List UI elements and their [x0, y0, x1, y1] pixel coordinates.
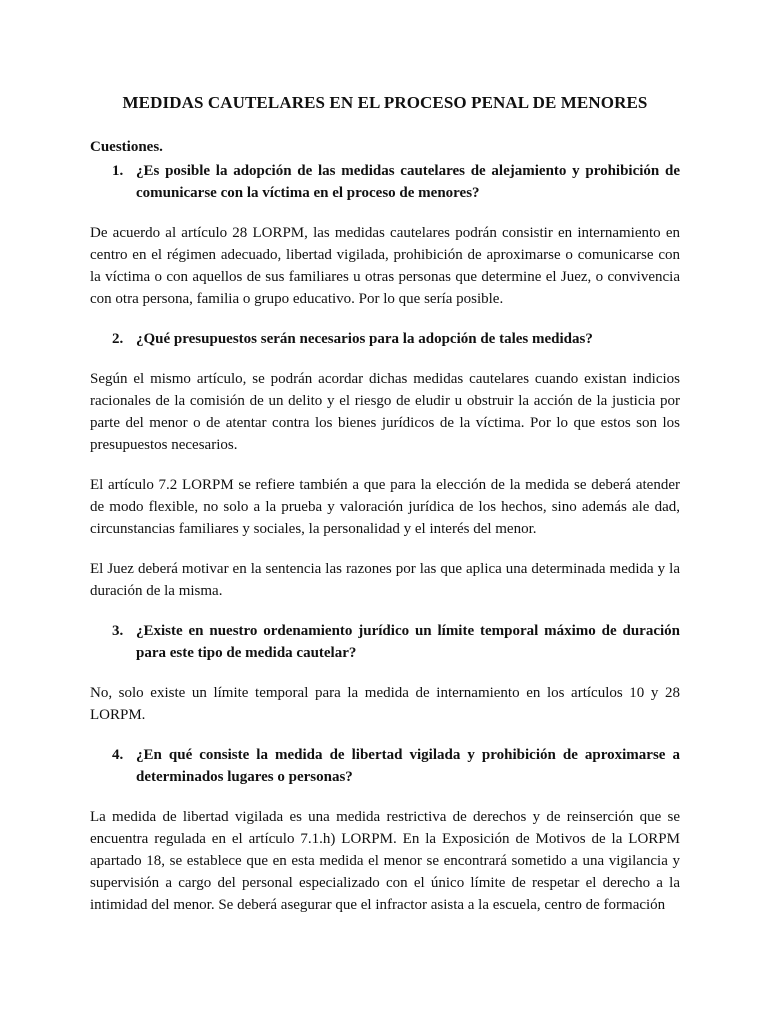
answer-3-paragraph: No, solo existe un límite temporal para la medida de internamiento en los artículos 10 y 28 LORPM. [90, 685, 680, 723]
question-1-text: ¿Es posible la adopción de las medidas cautelares de alejamiento y prohibición de comunicarse con la víctima en el proceso de menores? [136, 163, 680, 201]
answer-2-paragraph-3: El Juez deberá motivar en la sentencia las razones por las que aplica una determinada medida y la duración de la misma. [90, 561, 680, 599]
section-heading: Cuestiones. [90, 139, 163, 155]
question-3 [90, 620, 680, 664]
question-2-text: ¿Qué presupuestos serán necesarios para la adopción de tales medidas? [136, 331, 593, 347]
question-1-number: 1. [112, 163, 124, 179]
document-title: MEDIDAS CAUTELARES EN EL PROCESO PENAL DE MENORES [122, 93, 648, 112]
question-4-text: ¿En qué consiste la medida de libertad vigilada y prohibición de aproximarse a determinados lugares o personas? [136, 747, 680, 785]
question-4 [90, 744, 680, 788]
question-3-text: ¿Existe en nuestro ordenamiento jurídico un límite temporal máximo de duración para este tipo de medida cautelar? [136, 623, 680, 661]
question-3-number: 3. [112, 623, 124, 639]
answer-4-paragraph: La medida de libertad vigilada es una medida restrictiva de derechos y de reinserción que se encuentra regulada en el artículo 7.1.h) LORPM. En la Exposición de Motivos de la LORPM apartado 18, se establece que en esta medida el menor se encontrará sometido a una vigilancia y supervisión a cargo del personal especializado con el único límite de respetar el derecho a la intimidad del menor. Se deberá asegurar que el infractor asista a la escuela, centro de formación [90, 809, 680, 913]
question-2-number: 2. [112, 331, 124, 347]
answer-1-paragraph: De acuerdo al artículo 28 LORPM, las medidas cautelares podrán consistir en internamiento en centro en el régimen adecuado, libertad vigilada, prohibición de aproximarse o comunicarse con la víctima o con aquellos de sus familiares u otras personas que determine el Juez, o convivencia con otra persona, familia o grupo educativo. Por lo que sería posible. [90, 225, 680, 307]
answer-2-paragraph-1: Según el mismo artículo, se podrán acordar dichas medidas cautelares cuando existan indicios racionales de la comisión de un delito y el riesgo de eludir u obstruir la acción de la justicia por parte del menor o de atentar contra los bienes jurídicos de la víctima. Por lo que estos son los presupuestos necesarios. [90, 371, 680, 453]
question-4-number: 4. [112, 747, 124, 763]
question-2 [90, 328, 680, 350]
question-1 [90, 160, 680, 204]
answer-2-paragraph-2: El artículo 7.2 LORPM se refiere también a que para la elección de la medida se deberá atender de modo flexible, no solo a la prueba y valoración jurídica de los hechos, sino además ale dad, circunstancias familiares y sociales, la personalidad y el interés del menor. [90, 477, 680, 537]
